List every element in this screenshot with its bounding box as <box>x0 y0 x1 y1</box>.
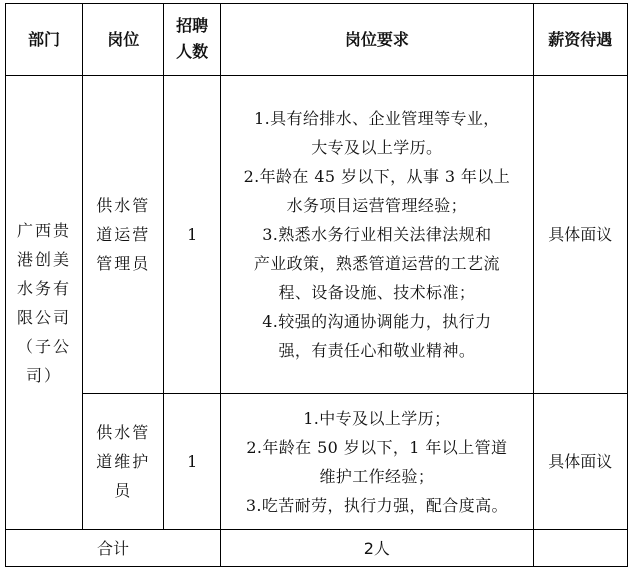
total-empty-cell <box>533 530 627 567</box>
total-row <box>6 530 628 567</box>
requirement-line: 2.年龄在 50 岁以下，1 年以上管道 <box>246 437 508 457</box>
table-row <box>6 394 628 530</box>
salary-cell: 具体面议 <box>533 76 627 394</box>
department-line: 限公司 <box>17 307 72 327</box>
requirements-cell <box>221 76 534 394</box>
requirement-line: 程、设备设施、技术标准； <box>278 283 476 302</box>
requirement-line: 3.熟悉水务行业相关法律法规和 <box>262 225 492 244</box>
header-salary: 薪资待遇 <box>533 4 627 76</box>
requirement-line: 维护工作经验； <box>319 466 435 486</box>
table-header-row <box>6 4 628 76</box>
header-position: 岗位 <box>83 4 164 76</box>
department-cell <box>6 76 83 530</box>
requirement-line: 1.中专及以上学历； <box>303 408 451 428</box>
department-line: 港创美 <box>17 249 72 269</box>
position-line: 管理员 <box>96 254 151 273</box>
requirement-line: 强，有责任心和敬业精神。 <box>278 341 476 360</box>
count-cell: 1 <box>164 76 221 394</box>
requirement-line: 1.具有给排水、企业管理等专业， <box>254 109 500 128</box>
total-value: 2人 <box>221 530 534 567</box>
requirement-line: 产业政策，熟悉管道运营的工艺流 <box>253 254 500 273</box>
recruitment-table <box>5 3 628 567</box>
position-cell <box>83 394 164 530</box>
position-line: 道维护 <box>96 452 151 471</box>
position-line: 供水管 <box>96 196 151 215</box>
requirement-line: 2.年龄在 45 岁以下，从事 3 年以上 <box>243 167 511 186</box>
requirement-line: 大专及以上学历。 <box>311 138 443 157</box>
department-line: 司） <box>26 365 63 385</box>
header-count-line-2: 人数 <box>176 42 209 61</box>
position-line: 供水管 <box>96 423 151 442</box>
count-cell: 1 <box>164 394 221 530</box>
total-label: 合计 <box>6 530 221 567</box>
salary-cell: 具体面议 <box>533 394 627 530</box>
requirements-cell <box>221 394 534 530</box>
header-count <box>164 4 221 76</box>
header-department: 部门 <box>6 4 83 76</box>
department-line: （子公 <box>17 336 72 356</box>
requirement-line: 3.吃苦耐劳，执行力强，配合度高。 <box>245 495 508 515</box>
department-line: 水务有 <box>17 278 72 298</box>
position-line: 道运营 <box>96 225 151 244</box>
header-count-line-1: 招聘 <box>176 16 209 35</box>
table-row <box>6 76 628 394</box>
header-requirements: 岗位要求 <box>221 4 534 76</box>
requirement-line: 水务项目运营管理经验； <box>286 196 468 215</box>
department-line: 广西贵 <box>17 220 72 240</box>
position-cell <box>83 76 164 394</box>
position-line: 员 <box>114 481 133 500</box>
requirement-line: 4.较强的沟通协调能力，执行力 <box>262 312 492 331</box>
